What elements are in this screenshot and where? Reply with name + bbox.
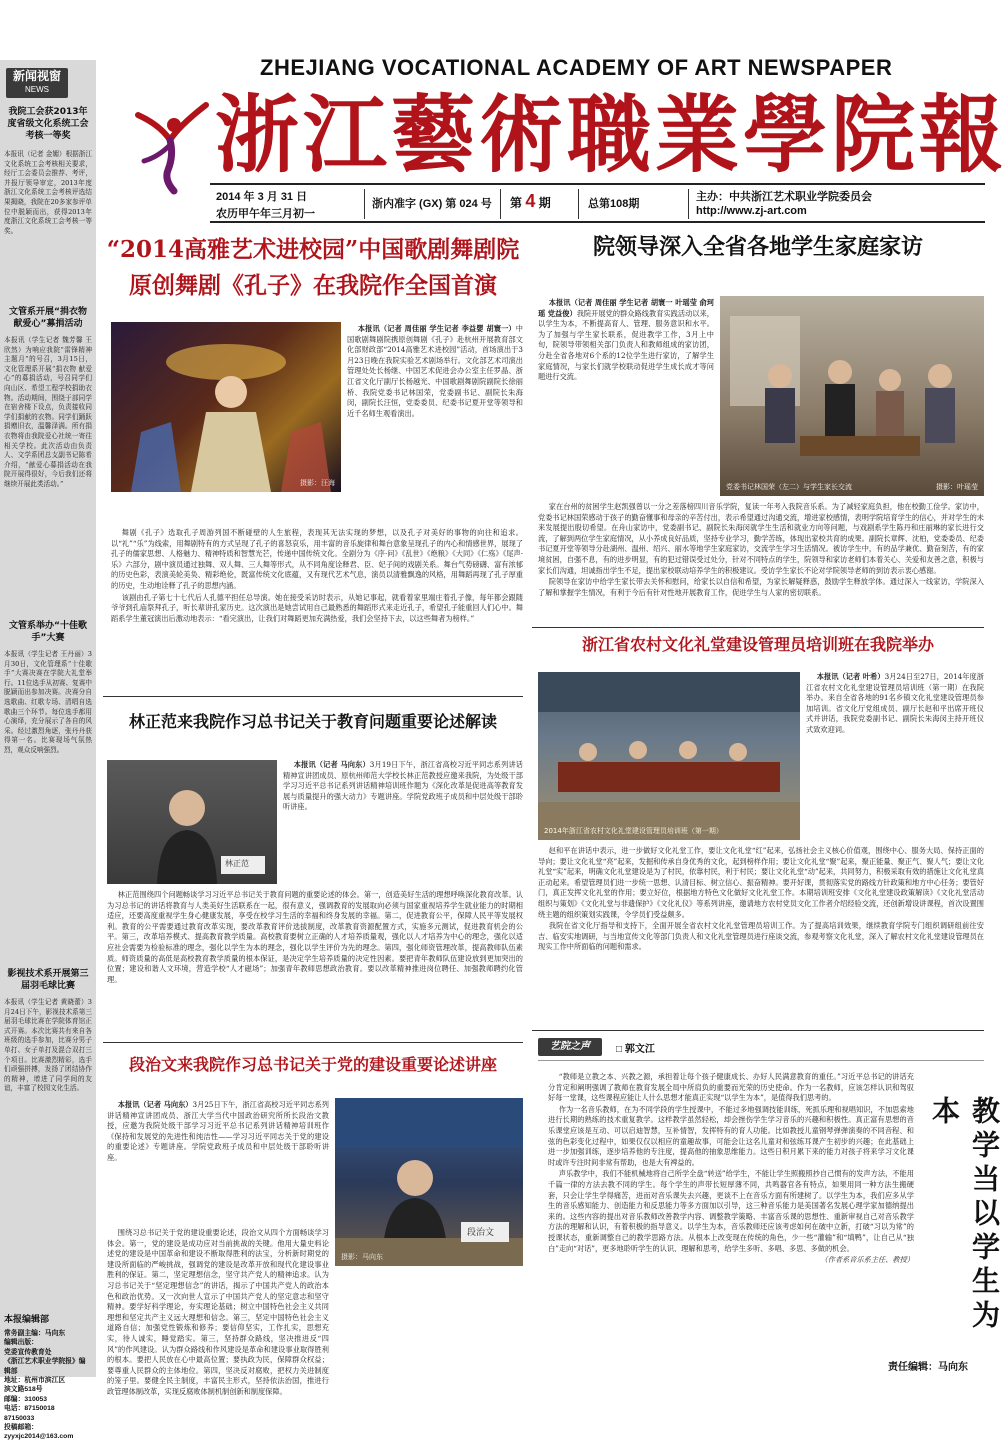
sidebar-headline: 文管系举办“十佳歌手”大赛: [9, 621, 87, 643]
article-lin-zhengfan: [103, 702, 523, 1038]
photo-caption: 党委书记林国荣（左二）与学生家长交流: [726, 483, 852, 491]
sidebar-headline: 影视技术系开展第三届羽毛球比赛: [7, 969, 89, 991]
sidebar-body: 本报讯（学生记者 魏芳馨 王欣然）为响应我院“雷锋精神主题月”的号召，3月15日，文化管理系开展“捐衣物 献爱心”的募捐活动，号召同学们向山区、希望工程学校捐助衣物。活动期间，围绕于部同学在宿舍楼下设点，负责接收同学们捐献的衣物。同学们踊跃捐赠旧衣，温馨泽满。所有捐衣物将由我院爱心社统一寄往相关学校。此次活动由负责人、文学系团总支副书记陈希介绍，“献爱心募捐活动在我院开展得很好，今后我们还将继续开展此类活动。”: [4, 336, 92, 488]
sidebar-body: 本报讯（学生记者 黄晓蕾）3月24日下午，影视技术系第三届羽毛球比赛在学院体育馆正式开赛。本次比赛共有来自各班级的选手参加，比赛分男子单打、女子单打及混合双打三个项目。比赛激烈精彩，选手们顽强拼搏，发扬了团结协作的精神，增进了同学间的友谊，丰富了校园文化生活。: [4, 998, 92, 1093]
website: http://www.zj-art.com: [696, 205, 807, 217]
home-visit-photo-icon: [720, 296, 984, 496]
article-title: 浙江省农村文化礼堂建设管理员培训班在我院举办: [581, 635, 934, 654]
article-lead: 本报讯（记者 周佳丽 学生记者 李益婴 胡寰一）中国歌剧舞剧院携原创舞剧《孔子》赴杭州开展教育部文化部财政部“2014高雅艺术进校园”活动，首场演出于3月23日晚在我院实验艺术剧场举行。文化部艺术司演出管理处处长杨继、中国艺术促进会办公室主任罗晶、浙江省文化厅副厅长杨越光、中国歌剧舞剧院副院长徐丽桥、我院党委书记林国荣，党委副书记、副院长朱海闵，副院长汪恒，党委委员、纪委书记夏开堂等领导和近千名师生观看演出。: [347, 324, 523, 418]
article-body: 家在台州的贫困学生赵凯强曾以一分之差落榜四川音乐学院，复读一年考入我院音乐系。为了减轻家庭负担，他在校勤工俭学。家访中，党委书记林国荣感动于孩子的勤奋懂事和母亲的辛苦付出，表示希望通过沟通交流，增进家校感情，表明学院培育学生的信心，并对学生的未来发展提出殷切希望。在舟山家访中，党委副书记、副院长朱海闵就学生生活和就业方向等问题，与戏剧系学生陈丹和庄丽琳的家长进行交流，了解到两位学生家庭情况，从小养成良好品质，坚持专业学习，勤学苦练，体现出家校共育的成果。副院长章辉、沈柏，党委委员、纪委书记夏开堂等领导分赴湖州、温州、绍兴、丽水等地学生家庭家访，交流学生学习生活情况。被访学生中，有的品学兼优、勤奋刻苦，有的家境贫困，自强不息，有的进步明显，有的犯过错误受过处分，针对不同特点的学生，院领导和家访老师们本着关心、关爱和友善之意，积极与家长们沟通，坦诚指出学生不足，提出家校联动培养学生的积极建议。受访学生家长不论对学院领导老师的到访表示衷心感谢。 院领导在家访中给学生家长带去关怀和慰问，给家长以自信和希望，为家长解疑释惑，鼓励学生释放学体。通过深入一线家访，学院深入了解和掌握学生情况，有利于今后有针对性地开展教育工作，促进学生与人家的密切联系。: [538, 502, 984, 597]
training-meeting-photo-icon: [538, 672, 800, 840]
article-body: 赵和平在讲话中表示，进一步做好文化礼堂工作，要让文化礼堂“红”起来，弘扬社会主义核心价值观，围绕中心、服务大局、保持正面的导向；要让文化礼堂“亮”起来，发掘和传承自身优秀的文化，起到榜样作用；要让文化礼堂“聚”起来，聚正能量、聚正气、聚人气；要让文化礼堂“实”起来，明确文化礼堂建设是为了村民，依靠村民，利于村民；要让文化礼堂“动”起来，共同努力，积极采取有效的措施让文化礼堂真正动起来。希望管理员们进一步统一思想、认清目标、树立信心、振奋精神。要开好课，贯彻落实党的路线方针政策和地方中心任务；要管好门，真正发挥文化礼堂的作用；要立好位，根据地方特色文化做好文化礼堂工作。本期培训班安排《文化礼堂建设政策解读》《文化礼堂活动组织与策划》《文化礼堂与非遗保护》《文化礼仪》等系列讲座，邀请地方农村党员文化工作者介绍经验交流，还创新增设讲课程，首次设置围绕主题的组织策划实践课，令学员们受益颇多。 我院在省文化厅指导和支持下，全面开展全省农村文化礼堂管理员培训工作。为了提高培训效果，继续教育学院专门组织调研组前往安吉、临安实地调研，与当地宣传文化等部门负责人和文化礼堂管理员进行座谈交流，参观考察文化礼堂，深入了解农村文化礼堂建设管理员在现实工作中所面临的问题和需求。: [538, 846, 984, 952]
chinese-title: 浙江藝術職業學院報: [215, 85, 1007, 184]
editorial-title: 本报编辑部: [4, 1314, 50, 1324]
article-title: 段治文来我院作习总书记关于党的建设重要论述讲座: [128, 1055, 497, 1074]
lecture-speaker-photo-icon: [107, 760, 277, 884]
article-title: 院领导深入全省各地学生家庭家访: [592, 234, 923, 260]
english-title: ZHEJIANG VOCATIONAL ACADEMY OF ART NEWSPAPER: [260, 55, 893, 80]
sidebar-item: [4, 620, 92, 950]
lunar-date: 农历甲午年三月初一: [216, 208, 315, 220]
article-body: 围绕习总书记关于党的建设重要论述，段治文从四个方面畅谈学习体会。第一，党的建设是成功应对当前挑战的关键。他用大量史料论述党的建设是中国革命和建设不断取得胜利的法宝，分析新时期党的建设所面临的严峻挑战，强调党的建设是改革开放和现代化建设事业胜利的保证。第二，坚定理想信念，坚守共产党人的精神追求。认为习总书记关于“坚定理想信念”的讲话，揭示了中国共产党人的政治本色和政治优势。又一次向世人宣示了中国共产党人的坚定意志和坚守精神。要学好科学理论，夯实理论基础；树立中国特色社会主义共同理想和坚定共产主义远大理想和信念。第三，坚定中国特色社会主义道路自信；加强党性锻炼和修养；要信仰坚实，工作扎实，思想充实，待人诚实，睡觉踏实。第三，坚持群众路线，坚决推进反“四风”的作风建设。认为群众路线和作风建设是革命和建设事业取得胜利的根本。要把人民放在心中最高位置；要执政为民，保障群众权益；要尊重人民群众的主体地位。第四，坚决反对腐败，把权力关进制度的笼子里。要健全民主制度，丰富民主形式，坚持依法治国，推进行政管理体制改革，实现反腐败体制机制创新和制度保障。: [107, 1228, 329, 1396]
sidebar-item: [4, 306, 92, 618]
permit-number: 浙内准字 (GX) 第 024 号: [372, 198, 492, 210]
dancer-logo-icon: [130, 95, 210, 195]
article-title: 林正范来我院作习总书记关于教育问题重要论述解读: [128, 712, 497, 731]
editorial-box: 本报编辑部 常务副主编：马向东 编辑出版： 党委宣传教育处 《浙江艺术职业学院报》编辑部 地址：杭州市滨江区 滨文路518号 邮编：310053 电话：87150018 87150033 投稿邮箱： zyyxjc2014@163.com: [4, 1312, 92, 1442]
photo-credit: 摄影：叶瑶莹: [936, 483, 978, 491]
news-tag: 新闻视窗 NEWS: [6, 68, 68, 98]
sidebar-item: [4, 968, 92, 1298]
news-sidebar: [0, 60, 96, 1441]
photo-credit: 摄影：汪海: [300, 479, 335, 487]
total-issue: 总第108期: [588, 198, 640, 210]
article-body: 本报讯（记者 周佳丽 学生记者 胡寰一 叶瑶莹 俞珂瑶 党益俊）我院开展党的群众路线教育实践活动以来，以学生为本，不断提高育人、管理、服务意识和水平。为了加强与学生家长联系，促进教学工作，3月上中旬，院领导带领相关部门负责人和教师组成的家访团，分赴全省各地对6个系的12位学生进行家访，了解学生家庭情况，与家长们就学校联动促进学生成长成才等问题进行交流。: [538, 298, 714, 382]
article-commentary: [532, 1036, 1001, 1374]
sidebar-body: 本报讯（学生记者 王丹丽）3月30日，文化管理系“十佳歌手”大赛决赛在学院大礼堂举行。11位选手从初赛、复赛中脱颖而出参加决赛。决赛分自选歌曲、红歌专场、清唱自选歌曲三个环节。每位选手都用心演绎，充分展示了各自的风采。经过激烈角逐，张丹丹获得第一名。比赛现场气氛热烈，观众反响强烈。: [4, 650, 92, 754]
info-bar: [210, 183, 985, 223]
article-body: 本报讯（记者 马向东）3月19日下午，浙江省高校习近平同志系列讲话精神宣讲团成员、原杭州师范大学校长林正范教授应邀来我院，为处级干部学习习近平总书记系列讲话精神培训班作题为《深化改革是促进高等教育发展与质量提升的强大动力》专题讲座。学院党政班子成员和中层处级干部聆听讲座。: [283, 760, 523, 812]
issue-date: 2014 年 3 月 31 日: [216, 191, 308, 203]
sidebar-headline: 我院工会获2013年度省级文化系统工会考核一等奖: [7, 107, 89, 141]
sponsor: 主办：中共浙江艺术职业学院委员会: [696, 191, 872, 203]
photo-credit: 摄影：马向东: [341, 1253, 383, 1261]
article-body: 舞剧《孔子》选取孔子周游列国不断碰壁的人生旅程，表现其无法实现的梦想，以及孔子对美好的事物的向往和追求。以“礼”“乐”为线索，用舞剧特有的方式呈现了孔子的喜怒哀乐，用丰富的音乐旋律和舞台意象呈现孔子的内心和情感世界，展现了孔子的儒家思想、人格魅力、精神特质和智慧光芒，传递中国传统文化。全剧分为《序·问》《乱世》《绝粮》《大同》《仁殇》《尾声·乐》六部分，剧中演员通过独舞、双人舞、三人舞等形式，从不同角度诠释君、臣、妃子间的戏剧关系。舞台气势磅礴、富有浓郁的历史色彩，表演美轮美奂、精彩绝伦，既富传统文化底蕴，又有现代艺术气息，演员以清雅飘逸的风格，用舞蹈再现了孔子厚重的历史，生动地诠释了孔子的思想内涵。 该剧由孔子第七十七代后人孔德平担任总导演。她在接受采访时表示，从她记事起，就看着家里端庄着孔子像，每年都会跟随爷爷到孔庙祭拜孔子，听长辈讲孔家历史。这次演出是她尝试用自己最熟悉的舞蹈形式来走近孔子，希望孔子能重回人们心中。舞蹈系学生董冠演出后激动地表示：“看完演出，让我们对舞蹈更加充满热爱，我们会坚持下去，以这些舞者为榜样。”: [111, 528, 523, 623]
opera-stage-photo-icon: [111, 322, 341, 492]
sidebar-item: [4, 106, 92, 300]
sidebar-headline: 文管系开展“捐衣物 献爱心”募捐活动: [9, 307, 87, 329]
commentary-author: □ 郭文江: [616, 1044, 655, 1055]
article-body: 本报讯（记者 马向东）3月25日下午，浙江省高校习近平同志系列讲话精神宣讲团成员、浙江大学当代中国政治研究所所长段治文教授，应邀为我院处级干部学习习近平总书记系列讲话精神培训班作《保持和发展党的先进性和纯洁性——学习习近平同志关于党的建设的重要论述》专题讲座。学院党政班子成员和中层处级干部聆听讲座。: [107, 1100, 329, 1162]
sidebar-body: 本报讯（记者 金媚）根据浙江文化系统工会考核相关要求，经厅工会委员会推荐、考评，并报厅领导审定，2013年度浙江文化系统工会考核评选结果揭晓，我院在20多家参评单位中脱颖而出，获得2013年度浙江文化系统工会考核一等奖。: [4, 150, 92, 235]
article-duan-zhiwen: [103, 1048, 523, 1396]
article-cultural-hall: [532, 632, 984, 1028]
column-tag: 艺院之声: [538, 1038, 602, 1056]
article-title: “2014高雅艺术进校园”中国歌剧舞剧院 原创舞剧《孔子》在我院作全国首演: [106, 236, 520, 299]
article-body: 本报讯（记者 叶希）3月24日至27日，2014年度浙江省农村文化礼堂建设管理员培训班（第一期）在我院举办。来自全省各地的91名乡镇文化礼堂建设管理员参加培训。省文化厅党组成员、副厅长赵和平出席开班仪式并讲话，我院党委副书记、副院长朱海闵主持开班仪式致欢迎词。: [806, 672, 984, 734]
article-kongzi: [103, 232, 523, 690]
article-body: [107, 1270, 523, 1370]
article-body: 林正范围绕四个问题畅谈学习习近平总书记关于教育问题的重要论述的体会。第一，创造美好生活的理想呼唤深化教育改革。认为习总书记的讲话将教育与人类美好生活联系在一起，很有意义，强调教育的发展取向必须与国家重视培养学生就业能力的时期相适应，还要高度重视学生身心健康发展，享受在校学习生活的幸福和终身发展的幸福。第二，促进教育公平，保障人民平等发展权利。教育的公平需要通过教育改革实现，要改革教育评价选拔制度，改革教育资源配置方式，实施多元测试，促进教育机会的公平。第三，改革培养模式、提高教育教学质量。高校教育要树立正确的人才培养质量观，强化以人才培养为中心的理念，强化以适应社会需要为检验标准的理念，强化以学生为本的理念，强化以学生评价为先的理念。第四，强化师资管理改革，提高教师队伍素质。师资质量的高低是高校教育教学质量的根本保证，是决定学生培养质量的决定性因素。要把青年教师队伍建设放到更加突出的位置；建设和谐人文环境，营造学校“人才磁场”；加强青年教师思想政治教育。要以改革精神推进岗位聘任、加强教师聘约化管理。: [107, 890, 523, 984]
article-body: “教师是立教之本、兴教之源，承担着让每个孩子健康成长、办好人民满意教育的重任。”习近平总书记的讲话充分肯定和阐明强调了教师在教育发展全局中所肩负的重要而光荣的历史使命。作为一名教师，应该怎样认识和驾驭好每一堂课，这些课程应能让人什么思想才能真正实现“以学生为本”，是值得我们思考的。 作为一名音乐教师，在为不同学段的学生授课中，不能过多地强调技能训练，死抓乐理和视唱知识，不加思索地进行长期的熟练的技术重复教学。这样教学虽然轻松，却会挫伤学生学习音乐的兴趣和积极性。真正富有思想的音乐课堂应该是互动、可以启迪智慧，互补情智，发挥特有的育人功能。比如教授儿童钢琴弹弹演奏的不同音程、和弦的色彩变化过程中，如果仅仅以相应的童趣故事，可能会让这名儿童对和弦练耳课产生初步的兴趣；在此基础上进一步加强训练，逐步培养他的专注度，提高他的抽象思维能力。这些日积月累下来的能力对孩子将来学习文化课时或许专注时间非常有帮助，也是大有裨益的。 声乐教学中，我们不能机械地将自己所学全盘“转送”给学生，不能让学生照搬照抄自己惯有的发声方法，不能用千篇一律的方法去教不同的学生。每个学生的声带长短厚薄不同，共鸣器官各有特点，如果用同一种方法生搬硬套，只会让学生学得痛苦，进而对音乐课失去兴趣，更谈不上在音乐方面有所建树了。以学生为本，我们应多从学生的音乐感知能力、创造能力和反思能力等多方面加以引导，这三种音乐能力是美国著名发展心理学家加德纳提出来的。这些内容的提出对音乐教师改善教学内容、调整教学策略、丰富音乐课的思想性、重新审视自己对音乐教学方法的理解和认识，有着积极的指导意义。以学生为本，音乐教师还应该考虑如何在破中立新，打破“习以为常”的授课状态，重新调整自己的教学思路方法。从根本上改变现在传统的角色，少一些“灌输”和“填鸭”，让自己从“独白”走向“对话”，更多地聆听学生的认识、理解和思考，给学生多听、多唱、多思、多做的机会。 （作者系音乐系主任、教授）: [548, 1072, 914, 1265]
issue-number: 第 4 期: [510, 191, 551, 211]
commentary-title: 教学当以学生为本: [928, 1096, 1001, 1334]
speaker-at-desk-photo-icon: [335, 1098, 523, 1266]
nameplate: 林正范: [225, 859, 249, 868]
nameplate: 段治文: [467, 1228, 495, 1238]
article-home-visit: [532, 232, 984, 624]
responsible-editor: 责任编辑：马向东: [888, 1362, 968, 1373]
photo-banner: 2014年浙江省农村文化礼堂建设管理员培训班（第一期）: [544, 827, 723, 835]
